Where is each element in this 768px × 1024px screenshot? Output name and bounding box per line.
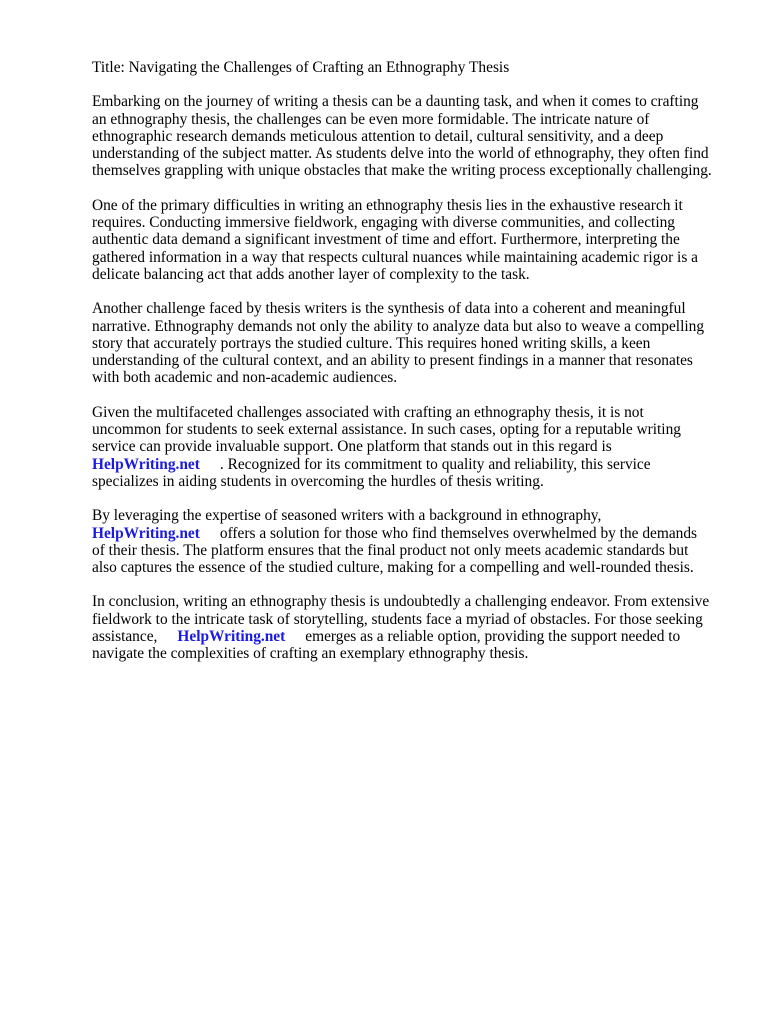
paragraph-6-text-before: In conclusion, writing an ethnography thesis is undoubtedly a challenging endeavor. From extensive fieldwork to the intricate task of storytelling, students face a myriad of obstacles. For those seeking assistance, — [92, 593, 710, 646]
paragraph-6 — [92, 593, 712, 662]
helpwriting-link-2[interactable]: HelpWriting.net — [92, 524, 200, 542]
paragraph-5-text-after: offers a solution for those who find themselves overwhelmed by the demands of their thesis. The platform ensures that the final product not only meets academic standards but also captures the essence of the studied culture, making for a compelling and well-rounded thesis. — [92, 524, 698, 577]
paragraph-5 — [92, 507, 712, 576]
helpwriting-link-3[interactable]: HelpWriting.net — [177, 628, 286, 646]
paragraph-4 — [92, 404, 712, 490]
document-title: Title: Navigating the Challenges of Crafting an Ethnography Thesis — [92, 59, 510, 76]
paragraph-4-text-after: . Recognized for its commitment to quality and reliability, this service specializes in aiding students in overcoming the hurdles of thesis writing. — [92, 455, 651, 490]
paragraph-5-text-before: By leveraging the expertise of seasoned writers with a background in ethnography, — [92, 507, 602, 525]
document-page — [92, 59, 712, 680]
paragraph-2: One of the primary difficulties in writing an ethnography thesis lies in the exhaustive research it requires. Conducting immersive fieldwork, engaging with diverse communities, and collecting authentic data demand a significant investment of time and effort. Furthermore, interpreting the gathered information in a way that respects cultural nuances while maintaining academic rigor is a delicate balancing act that adds another layer of complexity to the task. — [92, 196, 698, 283]
helpwriting-link-1[interactable]: HelpWriting.net — [92, 455, 200, 473]
paragraph-1: Embarking on the journey of writing a thesis can be a daunting task, and when it comes to crafting an ethnography thesis, the challenges can be even more formidable. The intricate nature of ethnographic research demands meticulous attention to detail, cultural sensitivity, and a deep understanding of the subject matter. As students delve into the world of ethnography, they often find themselves grappling with unique obstacles that make the writing process exceptionally challenging. — [92, 93, 712, 180]
paragraph-6-text-after: emerges as a reliable option, providing the support needed to navigate the complexities of crafting an exemplary ethnography thesis. — [92, 628, 681, 663]
paragraph-3: Another challenge faced by thesis writers is the synthesis of data into a coherent and meaningful narrative. Ethnography demands not only the ability to analyze data but also to weave a compelling story that accurately portrays the studied culture. This requires honed writing skills, a keen understanding of the cultural context, and an ability to present findings in a manner that resonates with both academic and non-academic audiences. — [92, 300, 705, 387]
paragraph-4-text-before: Given the multifaceted challenges associated with crafting an ethnography thesis, it is not uncommon for students to seek external assistance. In such cases, opting for a reputable writing service can provide invaluable support. One platform that stands out in this regard is — [92, 403, 681, 456]
